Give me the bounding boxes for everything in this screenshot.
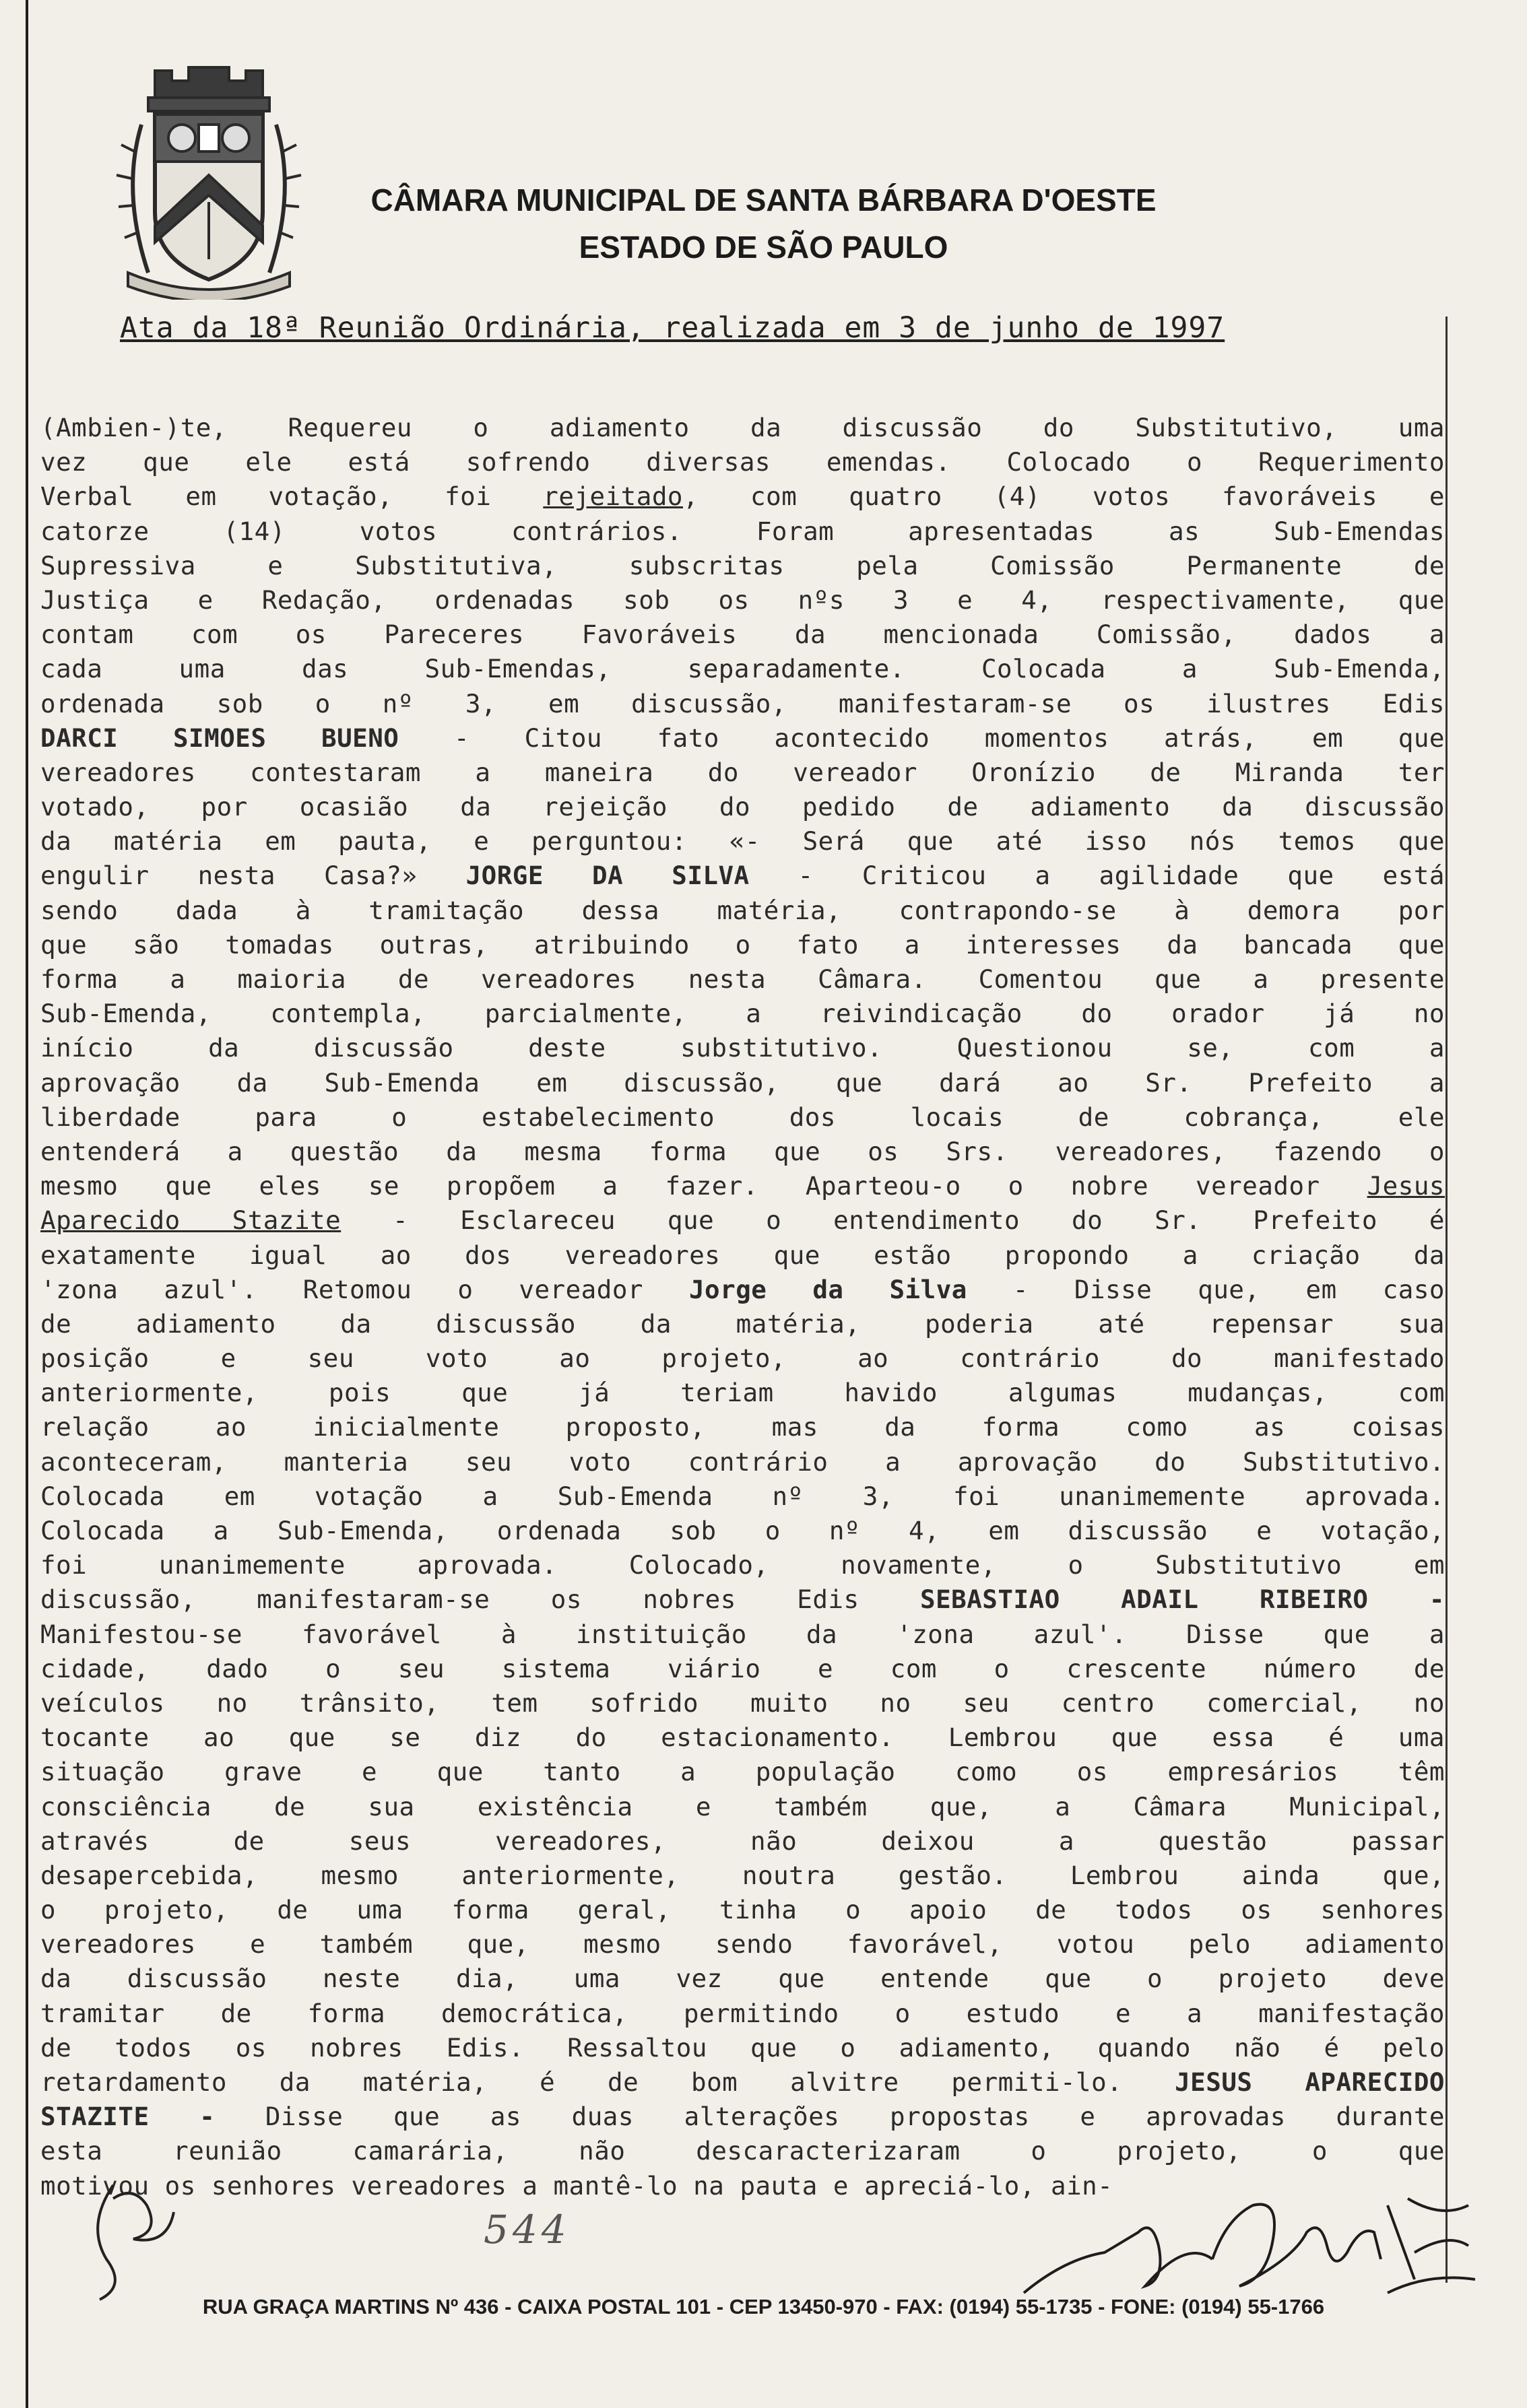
text-segment: tramitar de forma democrática, permitindo o estudo e a manifestação — [40, 1998, 1445, 2028]
text-segment: engulir nesta Casa?» — [40, 861, 466, 891]
text-line — [40, 411, 1445, 445]
text-line — [40, 1273, 1445, 1307]
text-line — [40, 1755, 1445, 1789]
text-segment: Supressiva e Substitutiva, subscritas pela Comissão Permanente de — [40, 550, 1445, 580]
text-segment: entenderá a questão da mesma forma que os Srs. vereadores, fazendo o — [40, 1136, 1445, 1166]
text-line — [40, 1100, 1445, 1135]
text-segment: Justiça e Redação, ordenadas sob os nºs 3 e 4, respectivamente, que — [40, 584, 1445, 615]
text-line — [40, 2134, 1445, 2168]
text-segment: catorze (14) votos contrários. Foram apresentadas as Sub-Emendas — [40, 516, 1445, 546]
text-line — [40, 997, 1445, 1031]
text-segment: retardamento da matéria, é de bom alvitre permiti-lo. — [40, 2067, 1175, 2097]
text-segment: aconteceram, manteria seu voto contrário a aprovação do Substitutivo. — [40, 1446, 1445, 1477]
text-segment: rejeitado — [543, 481, 683, 512]
text-segment: o projeto, de uma forma geral, tinha o apoio de todos os senhores — [40, 1895, 1445, 1925]
text-line — [40, 1445, 1445, 1479]
text-line — [40, 1962, 1445, 1996]
text-line — [40, 2031, 1445, 2065]
text-segment: posição e seu voto ao projeto, ao contrário do manifestado — [40, 1343, 1445, 1374]
text-line — [40, 1790, 1445, 1824]
text-segment: JESUS APARECIDO — [1175, 2067, 1445, 2097]
text-segment: Aparecido Stazite — [40, 1205, 342, 1236]
text-line — [40, 445, 1445, 479]
page-border-left — [26, 0, 28, 2408]
text-line — [40, 549, 1445, 583]
text-segment: que são tomadas outras, atribuindo o fato a interesses da bancada que — [40, 929, 1445, 960]
text-segment: através de seus vereadores, não deixou a questão passar — [40, 1826, 1445, 1856]
text-segment: foi unanimemente aprovada. Colocado, novamente, o Substitutivo em — [40, 1550, 1445, 1580]
text-line — [40, 1824, 1445, 1859]
text-segment: ordenada sob o nº 3, em discussão, manifestaram-se os ilustres Edis — [40, 688, 1445, 718]
text-line — [40, 1686, 1445, 1720]
text-segment: Manifestou-se favorável à instituição da 'zona azul'. Disse que a — [40, 1619, 1445, 1649]
text-segment: desapercebida, mesmo anteriormente, noutra gestão. Lembrou ainda que, — [40, 1860, 1445, 1890]
text-segment: vereadores contestaram a maneira do vereador Oronízio de Miranda ter — [40, 757, 1445, 787]
text-line — [40, 617, 1445, 652]
text-line — [40, 1066, 1445, 1100]
text-line — [40, 1238, 1445, 1273]
text-line — [40, 1514, 1445, 1548]
text-segment: cidade, dado o seu sistema viário e com o crescente número de — [40, 1653, 1445, 1683]
text-segment: exatamente igual ao dos vereadores que estão propondo a criação da — [40, 1240, 1445, 1270]
text-segment: 'zona azul'. Retomou o vereador — [40, 1274, 689, 1304]
text-segment: contam com os Pareceres Favoráveis da mencionada Comissão, dados a — [40, 620, 1445, 650]
text-segment: - Criticou a agilidade que está — [749, 861, 1445, 891]
text-segment: da matéria em pauta, e perguntou: «- Será que até isso nós temos que — [40, 826, 1445, 857]
text-segment: situação grave e que tanto a população como os empresários têm — [40, 1757, 1445, 1787]
text-segment: veículos no trânsito, tem sofrido muito no seu centro comercial, no — [40, 1687, 1445, 1718]
text-segment: - Citou fato acontecido momentos atrás, em que — [399, 723, 1445, 753]
text-line — [40, 1203, 1445, 1238]
page-border-right — [1445, 316, 1448, 2283]
text-segment: votado, por ocasião da rejeição do pedido de adiamento da discussão — [40, 792, 1445, 822]
text-line — [40, 756, 1445, 790]
text-segment: JORGE DA SILVA — [465, 861, 750, 891]
text-line — [40, 721, 1445, 756]
text-line — [40, 824, 1445, 859]
text-segment: de adiamento da discussão da matéria, poderia até repensar sua — [40, 1308, 1445, 1339]
text-segment: aprovação da Sub-Emenda em discussão, que dará ao Sr. Prefeito a — [40, 1067, 1445, 1098]
text-line — [40, 1135, 1445, 1169]
text-segment: Disse que as duas alterações propostas e aprovadas durante — [215, 2102, 1445, 2132]
minutes-body — [40, 411, 1445, 2203]
text-segment: início da discussão deste substitutivo. Questionou se, com a — [40, 1033, 1445, 1063]
text-segment: discussão, manifestaram-se os nobres Edis — [40, 1584, 920, 1615]
text-line — [40, 1031, 1445, 1065]
text-line — [40, 687, 1445, 721]
text-line — [40, 1376, 1445, 1410]
text-segment: vereadores e também que, mesmo sendo favorável, votou pelo adiamento — [40, 1929, 1445, 1960]
text-line — [40, 859, 1445, 893]
text-line — [40, 1927, 1445, 1962]
text-segment: Sub-Emenda, contempla, parcialmente, a reivindicação do orador já no — [40, 999, 1445, 1029]
text-segment: Jesus — [1367, 1171, 1445, 1201]
text-line — [40, 1410, 1445, 1444]
text-line — [40, 1548, 1445, 1582]
text-line — [40, 514, 1445, 549]
header-line-2: ESTADO DE SÃO PAULO — [579, 230, 948, 265]
text-segment: forma a maioria de vereadores nesta Câmara. Comentou que a presente — [40, 964, 1445, 994]
text-line — [40, 1617, 1445, 1652]
text-segment: DARCI SIMOES BUENO — [40, 723, 399, 753]
text-line — [40, 583, 1445, 617]
text-segment: , com quatro (4) votos favoráveis e — [683, 481, 1445, 512]
text-line — [40, 790, 1445, 824]
text-line — [40, 1652, 1445, 1686]
text-segment: esta reunião camarária, não descaracterizaram o projeto, o que — [40, 2136, 1445, 2166]
text-segment: consciência de sua existência e também que, a Câmara Municipal, — [40, 1791, 1445, 1821]
text-line — [40, 962, 1445, 997]
text-segment: da discussão neste dia, uma vez que entende que o projeto deve — [40, 1964, 1445, 1994]
text-segment: anteriormente, pois que já teriam havido algumas mudanças, com — [40, 1378, 1445, 1408]
text-line — [40, 1341, 1445, 1376]
handwritten-page-number: 544 — [484, 2207, 571, 2252]
signature-initials-left — [73, 2172, 187, 2306]
text-line — [40, 928, 1445, 962]
text-segment: Colocada em votação a Sub-Emenda nº 3, foi unanimemente aprovada. — [40, 1481, 1445, 1511]
text-line — [40, 652, 1445, 686]
header-line-1: CÂMARA MUNICIPAL DE SANTA BÁRBARA D'OESTE — [370, 182, 1157, 218]
text-line — [40, 1893, 1445, 1927]
text-segment: relação ao inicialmente proposto, mas da forma como as coisas — [40, 1412, 1445, 1442]
text-line — [40, 2100, 1445, 2134]
text-segment: (Ambien-)te, Requereu o adiamento da discussão do Substitutivo, uma — [40, 413, 1445, 442]
text-line — [40, 894, 1445, 928]
text-segment: vez que ele está sofrendo diversas emendas. Colocado o Requerimento — [40, 447, 1445, 477]
text-segment: - Disse que, em caso — [967, 1274, 1445, 1304]
text-line — [40, 1307, 1445, 1341]
minutes-title: Ata da 18ª Reunião Ordinária, realizada em 3 de junho de 1997 — [120, 311, 1225, 345]
text-line — [40, 479, 1445, 514]
text-segment: motivou os senhores vereadores a mantê-lo na pauta e apreciá-lo, ain- — [40, 2170, 1113, 2201]
text-segment: liberdade para o estabelecimento dos locais de cobrança, ele — [40, 1102, 1445, 1132]
text-segment: sendo dada à tramitação dessa matéria, contrapondo-se à demora por — [40, 895, 1445, 925]
text-segment: de todos os nobres Edis. Ressaltou que o adiamento, quando não é pelo — [40, 2032, 1445, 2063]
text-line — [40, 1859, 1445, 1893]
text-segment: Jorge da Silva — [688, 1274, 967, 1304]
text-line — [40, 1997, 1445, 2031]
text-segment: cada uma das Sub-Emendas, separadamente. Colocada a Sub-Emenda, — [40, 654, 1445, 684]
text-segment: Verbal em votação, foi — [40, 481, 544, 512]
text-line — [40, 1720, 1445, 1755]
text-segment: STAZITE - — [40, 2102, 216, 2132]
text-segment: SEBASTIAO ADAIL RIBEIRO - — [920, 1584, 1445, 1615]
text-segment: mesmo que eles se propõem a fazer. Aparteou-o o nobre vereador — [40, 1171, 1367, 1201]
text-line — [40, 1479, 1445, 1514]
footer-address: RUA GRAÇA MARTINS Nº 436 - CAIXA POSTAL 101 - CEP 13450-970 - FAX: (0194) 55-1735 - FONE: (0194) 55-1766 — [202, 2295, 1325, 2318]
text-line — [40, 1169, 1445, 1203]
text-segment: Colocada a Sub-Emenda, ordenada sob o nº 4, em discussão e votação, — [40, 1516, 1445, 1545]
text-segment: - Esclareceu que o entendimento do Sr. Prefeito é — [341, 1205, 1445, 1236]
text-line — [40, 2065, 1445, 2100]
text-line — [40, 1582, 1445, 1617]
text-segment: tocante ao que se diz do estacionamento. Lembrou que essa é uma — [40, 1723, 1445, 1753]
